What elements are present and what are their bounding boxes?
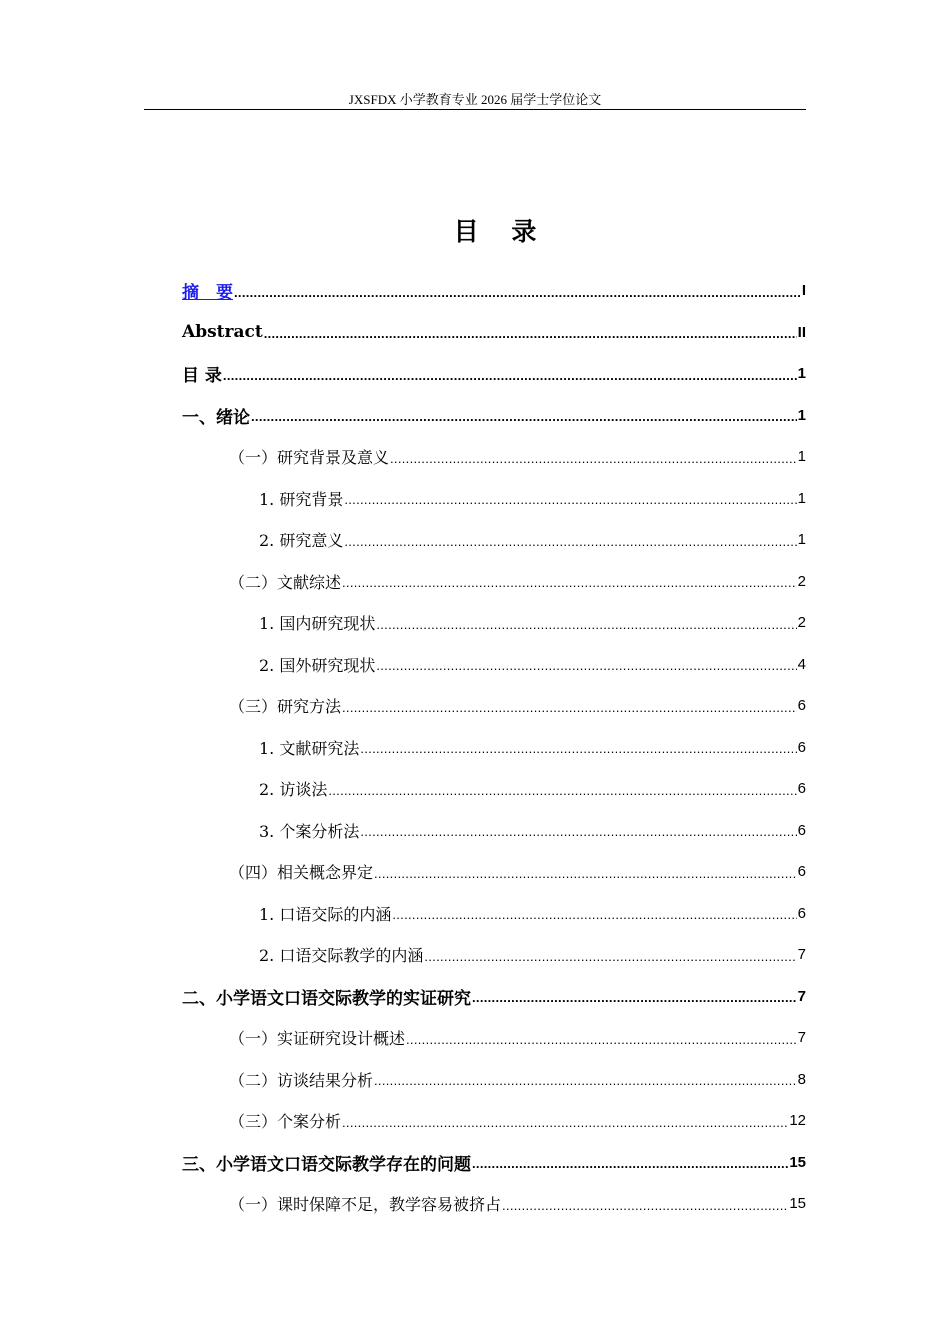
header-rule	[144, 109, 806, 110]
toc-leader-dots	[342, 700, 797, 715]
toc-entry[interactable]	[182, 934, 806, 976]
toc-leader-dots	[342, 575, 797, 590]
toc-entry[interactable]	[182, 270, 806, 312]
toc-entry-page: I	[801, 282, 806, 300]
toc-leader-dots	[360, 824, 796, 839]
toc-leader-dots	[234, 285, 801, 300]
toc-entry-page: 6	[797, 904, 806, 922]
toc-entry-page: 2	[797, 572, 806, 590]
toc-entry-page: 6	[797, 863, 806, 881]
toc-entry[interactable]	[182, 810, 806, 852]
toc-entry-page: 4	[797, 655, 806, 673]
toc-entry-label: （一）研究背景及意义	[229, 448, 390, 468]
toc-entry-label: （一）实证研究设计概述	[229, 1029, 406, 1049]
toc-entry[interactable]	[182, 561, 806, 603]
toc-entry-label: （二）文献综述	[229, 572, 342, 592]
toc-entry[interactable]	[182, 436, 806, 478]
toc-entry[interactable]	[182, 602, 806, 644]
toc-entry[interactable]	[182, 519, 806, 561]
toc-entry[interactable]	[182, 768, 806, 810]
toc-leader-dots	[502, 1198, 788, 1213]
toc-entry-page: 6	[797, 738, 806, 756]
toc-leader-dots	[376, 658, 796, 673]
toc-leader-dots	[376, 617, 796, 632]
toc-entry-label: 三、小学语文口语交际教学存在的问题	[182, 1154, 471, 1175]
toc-leader-dots	[392, 907, 796, 922]
toc-entry[interactable]	[182, 727, 806, 769]
toc-entry-page: 1	[797, 406, 806, 424]
toc-entry[interactable]	[182, 1142, 806, 1184]
toc-list	[182, 270, 806, 1225]
toc-entry-label: 1. 国内研究现状	[259, 614, 376, 634]
toc-entry-label: （一）课时保障不足，教学容易被挤占	[229, 1195, 502, 1215]
toc-entry-link[interactable]: 摘 要	[182, 283, 233, 304]
toc-entry-label: 1. 口语交际的内涵	[259, 904, 392, 924]
toc-entry-page: 1	[797, 448, 806, 466]
toc-entry-page: 6	[797, 697, 806, 715]
toc-entry-page: 7	[797, 1029, 806, 1047]
toc-entry-page: 15	[789, 1195, 806, 1213]
toc-entry[interactable]	[182, 893, 806, 935]
toc-entry[interactable]	[182, 478, 806, 520]
toc-leader-dots	[328, 783, 796, 798]
toc-leader-dots	[223, 368, 797, 383]
toc-leader-dots	[424, 949, 796, 964]
toc-entry-page: 1	[797, 365, 806, 383]
toc-entry-label: 1. 研究背景	[259, 489, 344, 509]
toc-entry-label: （三）研究方法	[229, 697, 342, 717]
toc-entry-label: 1. 文献研究法	[259, 738, 360, 758]
toc-leader-dots	[342, 1115, 788, 1130]
toc-entry-page: 2	[797, 614, 806, 632]
toc-entry[interactable]	[182, 644, 806, 686]
running-header: JXSFDX 小学教育专业 2026 届学士学位论文	[348, 92, 602, 107]
toc-entry-page: 12	[789, 1112, 806, 1130]
toc-leader-dots	[472, 1156, 788, 1171]
toc-entry[interactable]	[182, 685, 806, 727]
toc-entry-page: 15	[789, 1153, 806, 1171]
toc-leader-dots	[264, 326, 797, 341]
toc-entry[interactable]	[182, 1059, 806, 1101]
toc-leader-dots	[390, 451, 797, 466]
toc-leader-dots	[374, 1073, 797, 1088]
toc-leader-dots	[251, 409, 797, 424]
toc-entry[interactable]	[182, 851, 806, 893]
toc-entry-page: 1	[797, 531, 806, 549]
toc-leader-dots	[406, 1032, 797, 1047]
toc-entry-page: 1	[797, 489, 806, 507]
toc-entry-label	[182, 278, 233, 303]
toc-entry-page: 7	[797, 946, 806, 964]
toc-entry[interactable]	[182, 353, 806, 395]
toc-entry-label: 2. 口语交际教学的内涵	[259, 946, 424, 966]
toc-entry-label: 2. 访谈法	[259, 780, 328, 800]
toc-entry-label: 3. 个案分析法	[259, 821, 360, 841]
toc-entry-label: （二）访谈结果分析	[229, 1070, 374, 1090]
toc-leader-dots	[344, 492, 796, 507]
toc-entry-page: II	[797, 323, 806, 341]
toc-entry-label: （三）个案分析	[229, 1112, 342, 1132]
toc-entry[interactable]	[182, 1017, 806, 1059]
toc-entry-page: 8	[797, 1070, 806, 1088]
toc-leader-dots	[472, 990, 797, 1005]
toc-entry[interactable]	[182, 976, 806, 1018]
toc-entry[interactable]	[182, 1100, 806, 1142]
toc-entry-label: Abstract	[182, 322, 263, 343]
toc-entry-label: 一、绪论	[182, 407, 250, 428]
toc-leader-dots	[344, 534, 796, 549]
toc-entry-label: （四）相关概念界定	[229, 863, 374, 883]
toc-entry-label: 二、小学语文口语交际教学的实证研究	[182, 988, 471, 1009]
toc-leader-dots	[374, 866, 797, 881]
toc-entry[interactable]	[182, 395, 806, 437]
toc-leader-dots	[360, 741, 796, 756]
toc-entry[interactable]	[182, 312, 806, 354]
toc-title: 目 录	[453, 217, 549, 246]
toc-entry-label: 目 录	[182, 366, 222, 387]
toc-entry-page: 7	[797, 987, 806, 1005]
toc-entry-label: 2. 国外研究现状	[259, 655, 376, 675]
toc-entry-label: 2. 研究意义	[259, 531, 344, 551]
toc-entry[interactable]	[182, 1183, 806, 1225]
toc-entry-page: 6	[797, 821, 806, 839]
toc-entry-page: 6	[797, 780, 806, 798]
